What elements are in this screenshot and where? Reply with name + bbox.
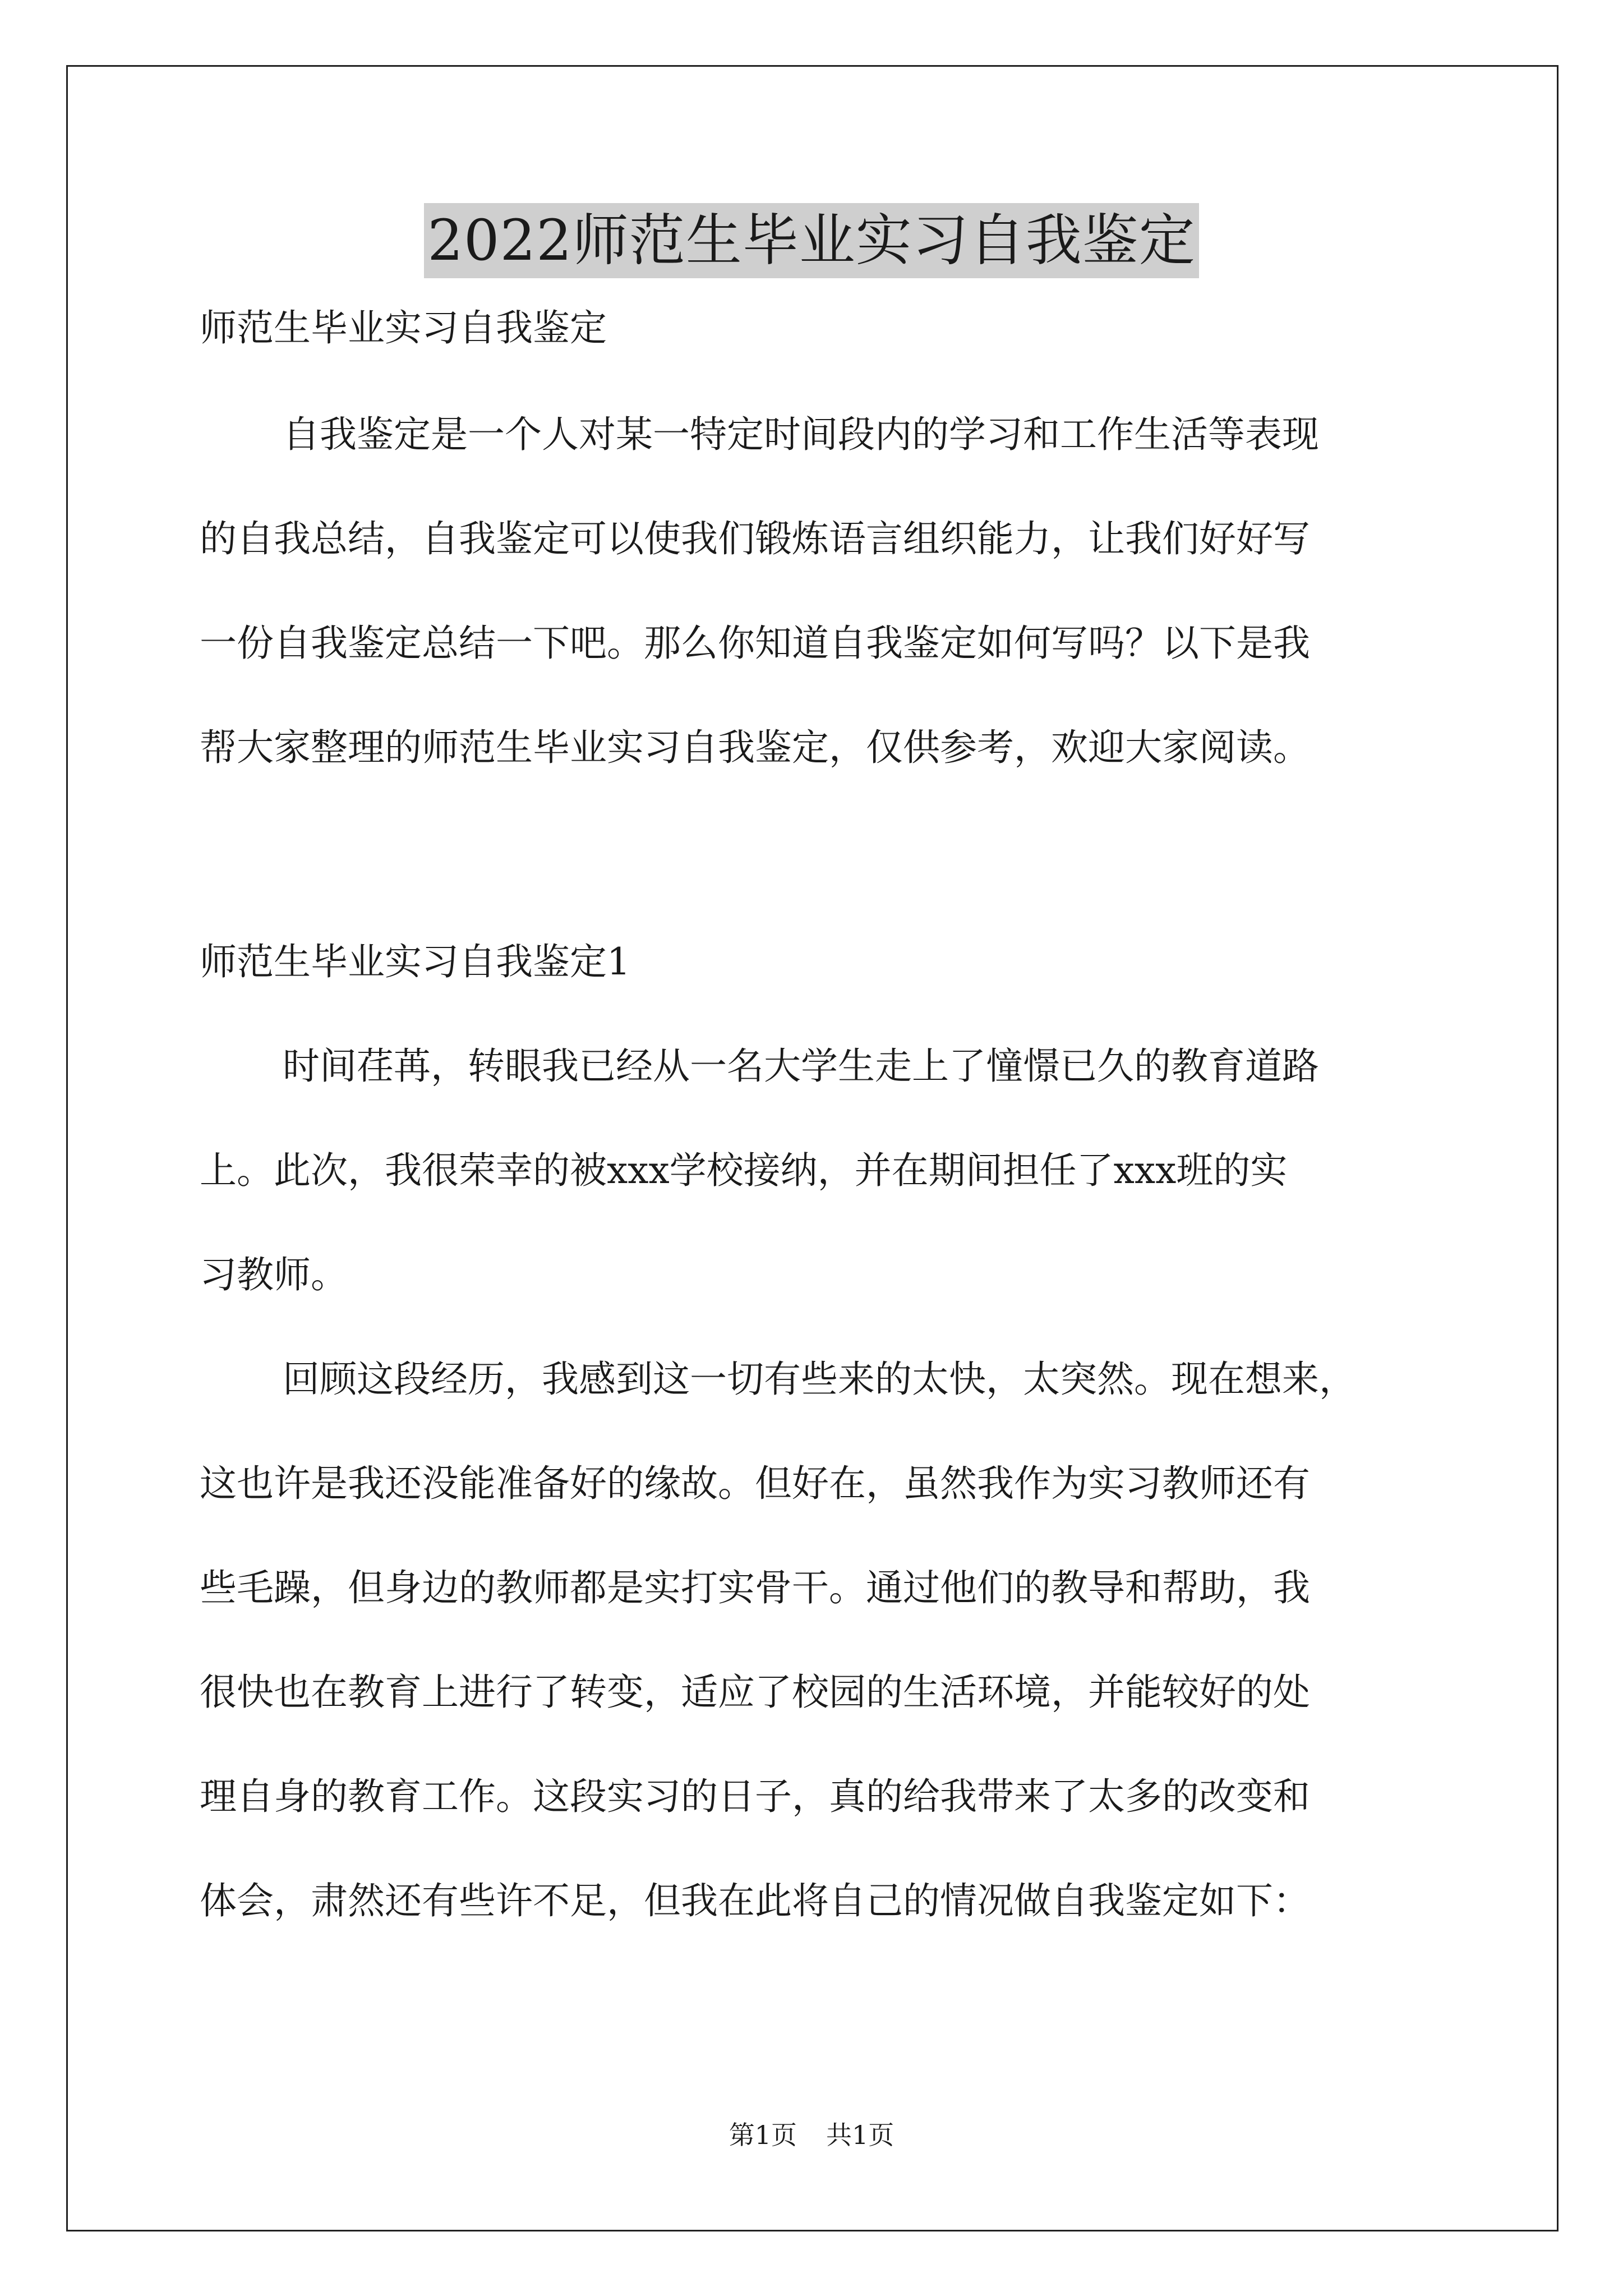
paragraph-line: 些毛躁，但身边的教师都是实打实骨干。通过他们的教导和帮助，我	[200, 1566, 1310, 1609]
paragraph-line: 回顾这段经历，我感到这一切有些来的太快，太突然。现在想来，	[283, 1358, 1356, 1401]
paragraph-line: 理自身的教育工作。这段实习的日子，真的给我带来了太多的改变和	[200, 1775, 1310, 1818]
paragraph-line: 体会，肃然还有些许不足，但我在此将自己的情况做自我鉴定如下：	[200, 1879, 1310, 1922]
document-subtitle: 师范生毕业实习自我鉴定	[200, 306, 607, 349]
intro-line: 一份自我鉴定总结一下吧。那么你知道自我鉴定如何写吗？以下是我	[200, 622, 1310, 665]
paragraph-line: 上。此次，我很荣幸的被xxx学校接纳，并在期间担任了xxx班的实	[200, 1149, 1288, 1192]
intro-line: 帮大家整理的师范生毕业实习自我鉴定，仅供参考，欢迎大家阅读。	[200, 726, 1310, 769]
section-heading: 师范生毕业实习自我鉴定1	[200, 940, 630, 983]
intro-line: 的自我总结，自我鉴定可以使我们锻炼语言组织能力，让我们好好写	[200, 517, 1310, 560]
page-footer	[0, 2118, 1623, 2152]
paragraph-line: 时间荏苒，转眼我已经从一名大学生走上了憧憬已久的教育道路	[283, 1045, 1319, 1088]
document-title: 2022师范生毕业实习自我鉴定	[424, 203, 1199, 278]
paragraph-line: 这也许是我还没能准备好的缘故。但好在，虽然我作为实习教师还有	[200, 1462, 1310, 1505]
paragraph-line: 很快也在教育上进行了转变，适应了校园的生活环境，并能较好的处	[200, 1671, 1310, 1714]
paragraph-line: 习教师。	[200, 1253, 348, 1296]
page-number-current: 第1页	[728, 2120, 797, 2150]
page-number-total: 共1页	[826, 2120, 895, 2150]
title-container	[0, 203, 1623, 278]
intro-line: 自我鉴定是一个人对某一特定时间段内的学习和工作生活等表现	[283, 413, 1319, 456]
